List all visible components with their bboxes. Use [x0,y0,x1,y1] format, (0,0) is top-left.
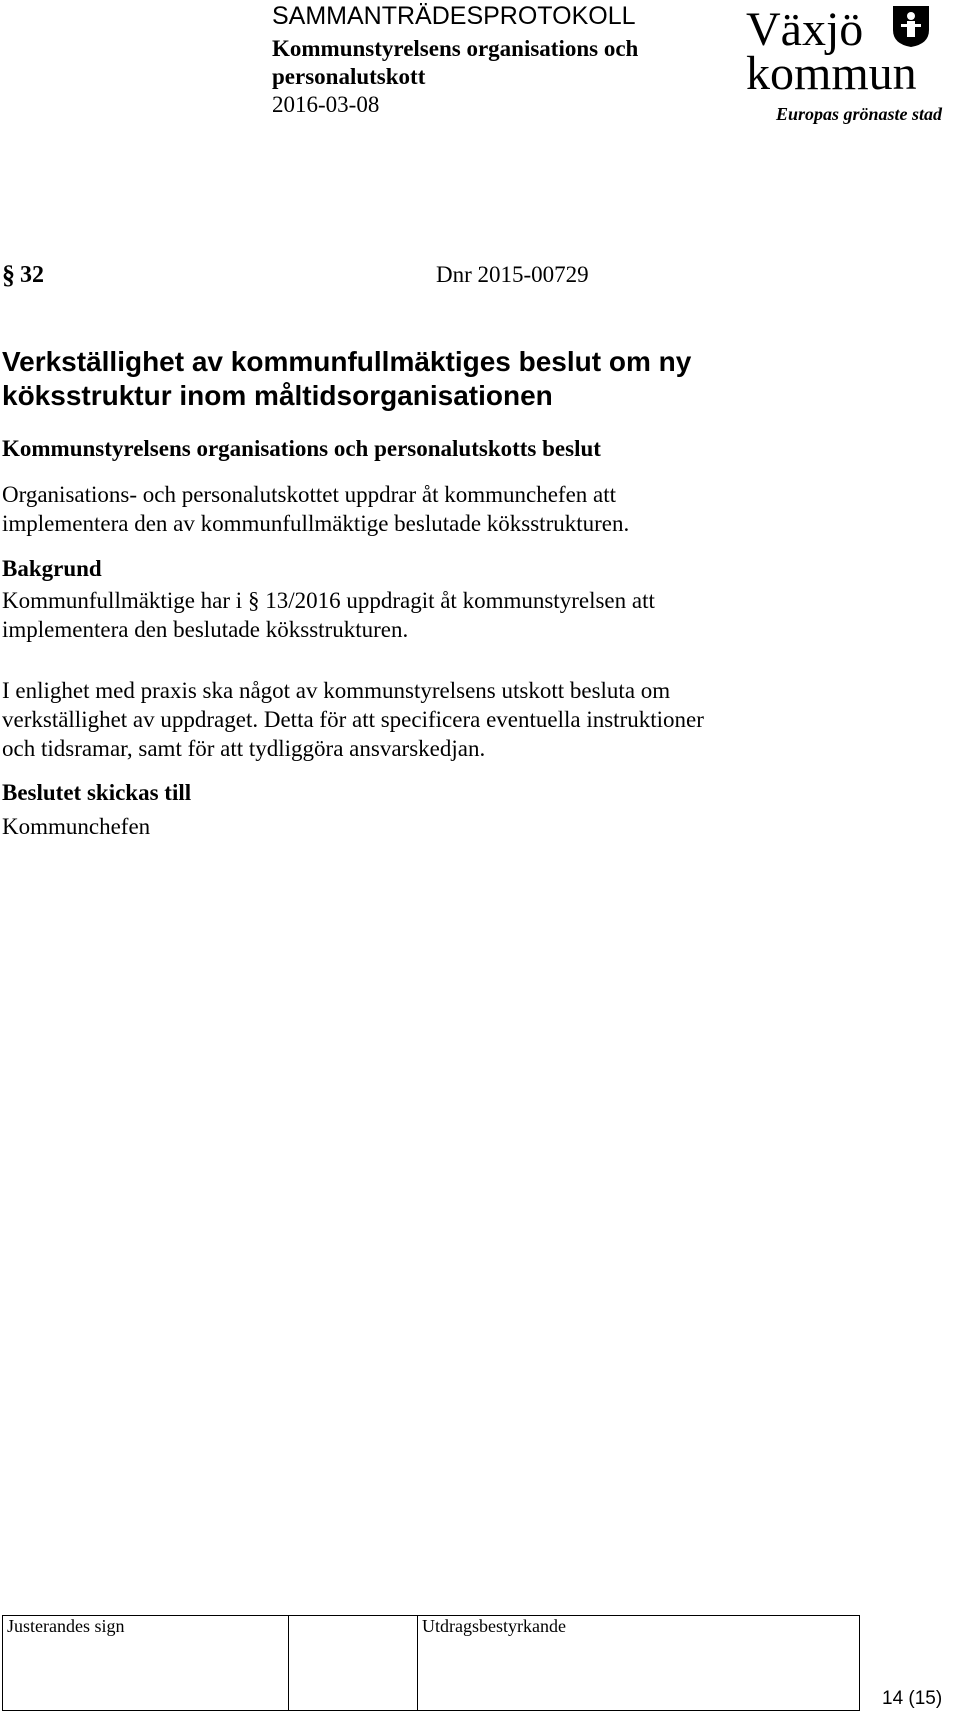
paragraph-number: 32 [20,262,44,288]
city-seal-icon [891,4,931,48]
decision-text-line2: implementera den av kommunfullmäktige beslutade köksstrukturen. [2,511,630,536]
sign-label: Justerandes sign [7,1616,125,1636]
background-text-line1 [2,586,655,616]
meeting-date: 2016-03-08 [272,92,380,117]
paragraph-sign-inline: § [247,588,260,613]
background-heading: Bakgrund [2,556,102,581]
background-text-pre: Kommunfullmäktige har i [2,588,248,613]
signature-table [2,1615,860,1711]
background-text-line2: implementera den beslutade köksstrukturen. [2,617,409,642]
section-title-line1: Verkställighet av kommunfullmäktiges beslut om ny [2,346,692,377]
background-text-post: 13/2016 uppdragit åt kommunstyrelsen att [259,588,655,613]
logo-tagline: Europas grönaste stad [776,104,943,124]
extract-cell [418,1616,860,1711]
logo-line2: kommun [746,47,917,100]
extract-label: Utdragsbestyrkande [422,1616,566,1636]
send-to-heading: Beslutet skickas till [2,780,192,805]
praxis-text-line2: verkställighet av uppdraget. Detta för att specificera eventuella instruktioner [2,707,704,732]
sign-cell-2 [289,1616,418,1711]
decision-text-line1: Organisations- och personalutskottet uppdrar åt kommunchefen att [2,482,617,507]
paragraph-sign: § [2,260,15,289]
committee-name-line2: personalutskott [272,64,426,89]
logo-line1: Växjö [746,3,864,56]
document-type: SAMMANTRÄDESPROTOKOLL [272,2,636,30]
case-number: Dnr 2015-00729 [436,262,589,287]
praxis-text-line3: och tidsramar, samt för att tydliggöra ansvarskedjan. [2,736,486,761]
praxis-text-line1: I enlighet med praxis ska något av kommunstyrelsens utskott besluta om [2,678,671,703]
decision-heading: Kommunstyrelsens organisations och personalutskotts beslut [2,436,601,461]
page-number: 14 (15) [882,1688,943,1709]
sign-cell [3,1616,289,1711]
send-to-recipient: Kommunchefen [2,814,151,839]
vaxjo-kommun-logo [746,0,960,128]
section-title-line2: köksstruktur inom måltidsorganisationen [2,380,553,411]
committee-name-line1: Kommunstyrelsens organisations och [272,36,639,61]
